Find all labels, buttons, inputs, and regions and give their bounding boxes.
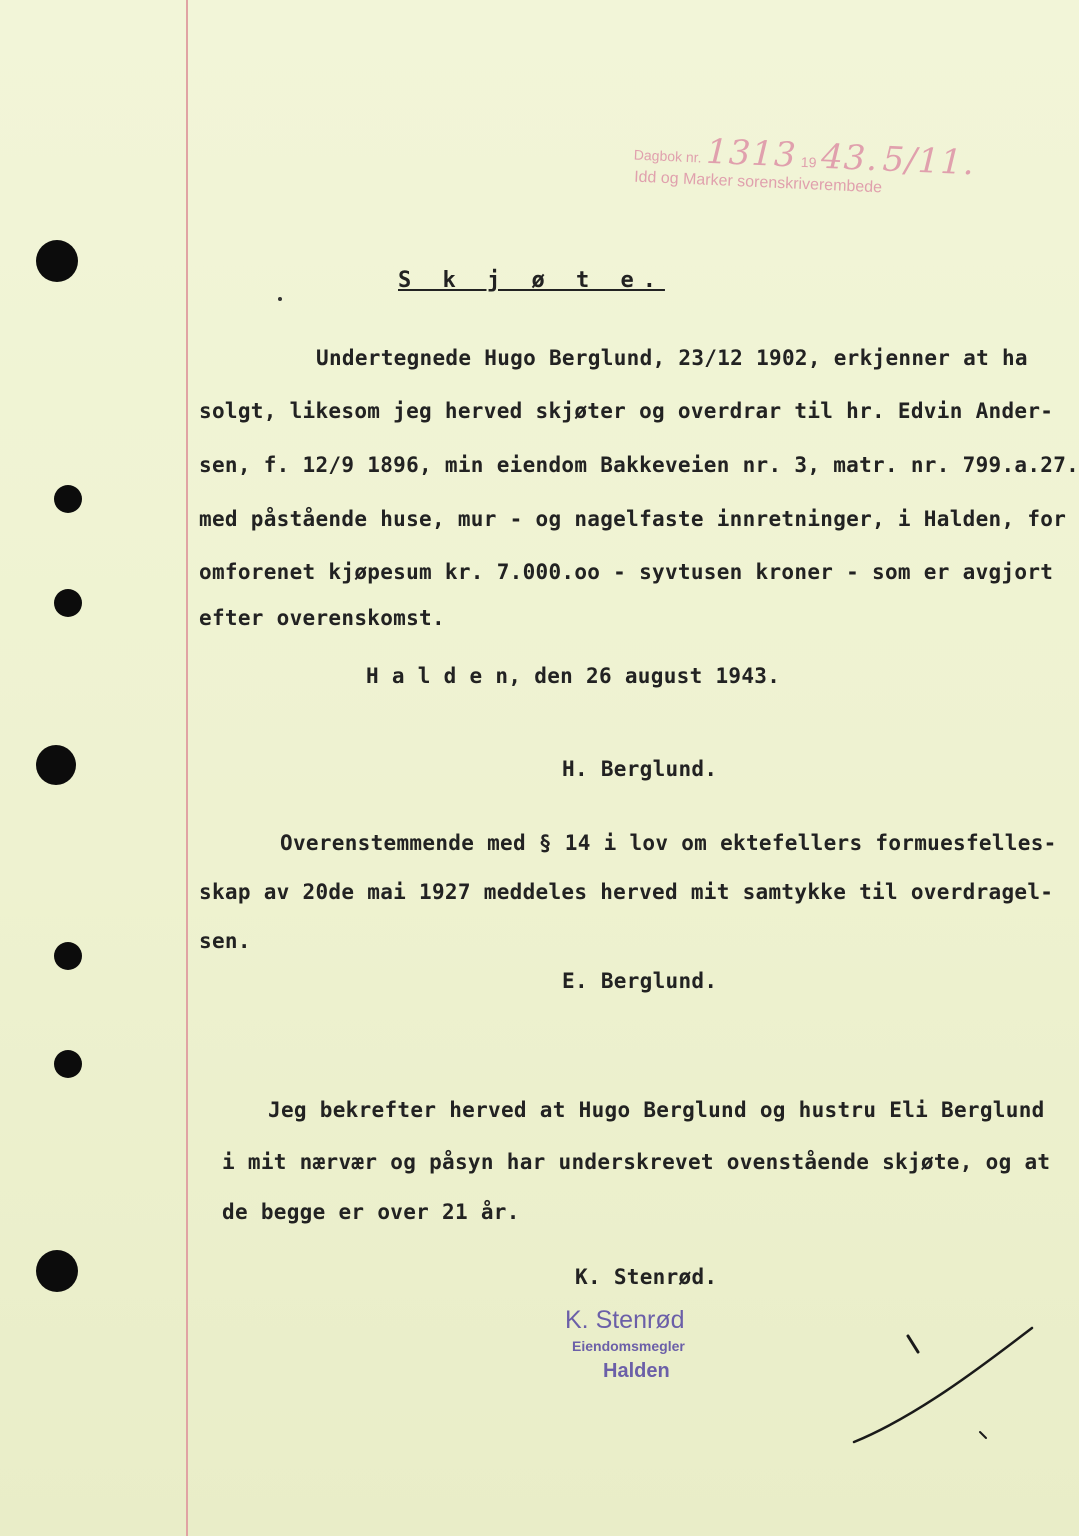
paragraph1-line: med påstående huse, mur - og nagelfaste innretninger, i Halden, for: [199, 507, 1067, 531]
stamp-date: 5/11.: [881, 139, 976, 184]
firm-stamp-name: K. Stenrød: [565, 1306, 685, 1334]
paragraph2-line: skap av 20de mai 1927 meddeles herved mit samtykke til overdragel-: [199, 880, 1054, 904]
punch-hole-icon: [36, 745, 76, 785]
stamp-year-prefix: 19: [800, 153, 817, 171]
paragraph1-line: Undertegnede Hugo Berglund, 23/12 1902, erkjenner at ha: [316, 346, 1028, 370]
margin-line: [186, 0, 188, 1536]
paragraph2-line: sen.: [199, 929, 251, 953]
place-date: H a l d e n, den 26 august 1943.: [366, 664, 781, 688]
firm-stamp-title: Eiendomsmegler: [572, 1338, 685, 1354]
signature-pen-stroke-icon: [840, 1320, 1040, 1460]
stamp-label: Dagbok nr.: [633, 146, 702, 166]
stamp-office: Idd og Marker sorenskriverembede: [633, 168, 883, 197]
punch-hole-icon: [36, 1250, 78, 1292]
document-title: S k j ø t e.: [398, 268, 665, 293]
ink-dot: [278, 297, 282, 301]
paragraph3-line: Jeg bekrefter herved at Hugo Berglund og hustru Eli Berglund: [268, 1098, 1045, 1122]
punch-hole-icon: [36, 240, 78, 282]
stamp-number: 1313: [705, 131, 798, 176]
punch-hole-icon: [54, 942, 82, 970]
signature-e-berglund: E. Berglund.: [562, 969, 718, 993]
signature-h-berglund: H. Berglund.: [562, 757, 718, 781]
signature-k-stenrod: K. Stenrød.: [575, 1265, 718, 1289]
paragraph1-line: solgt, likesom jeg herved skjøter og overdrar til hr. Edvin Ander-: [199, 399, 1054, 423]
paragraph1-line: efter overenskomst.: [199, 606, 445, 630]
firm-stamp-city: Halden: [603, 1360, 670, 1382]
paragraph3-line: i mit nærvær og påsyn har underskrevet ovenstående skjøte, og at: [222, 1150, 1051, 1174]
punch-hole-icon: [54, 1050, 82, 1078]
paragraph2-line: Overenstemmende med § 14 i lov om ektefellers formuesfelles-: [280, 831, 1057, 855]
punch-hole-icon: [54, 485, 82, 513]
stamp-year: 43.: [820, 136, 880, 180]
paragraph1-line: sen, f. 12/9 1896, min eiendom Bakkeveien nr. 3, matr. nr. 799.a.27.: [199, 453, 1079, 477]
paragraph3-line: de begge er over 21 år.: [222, 1200, 520, 1224]
punch-hole-icon: [54, 589, 82, 617]
paragraph1-line: omforenet kjøpesum kr. 7.000.oo - syvtusen kroner - som er avgjort: [199, 560, 1054, 584]
